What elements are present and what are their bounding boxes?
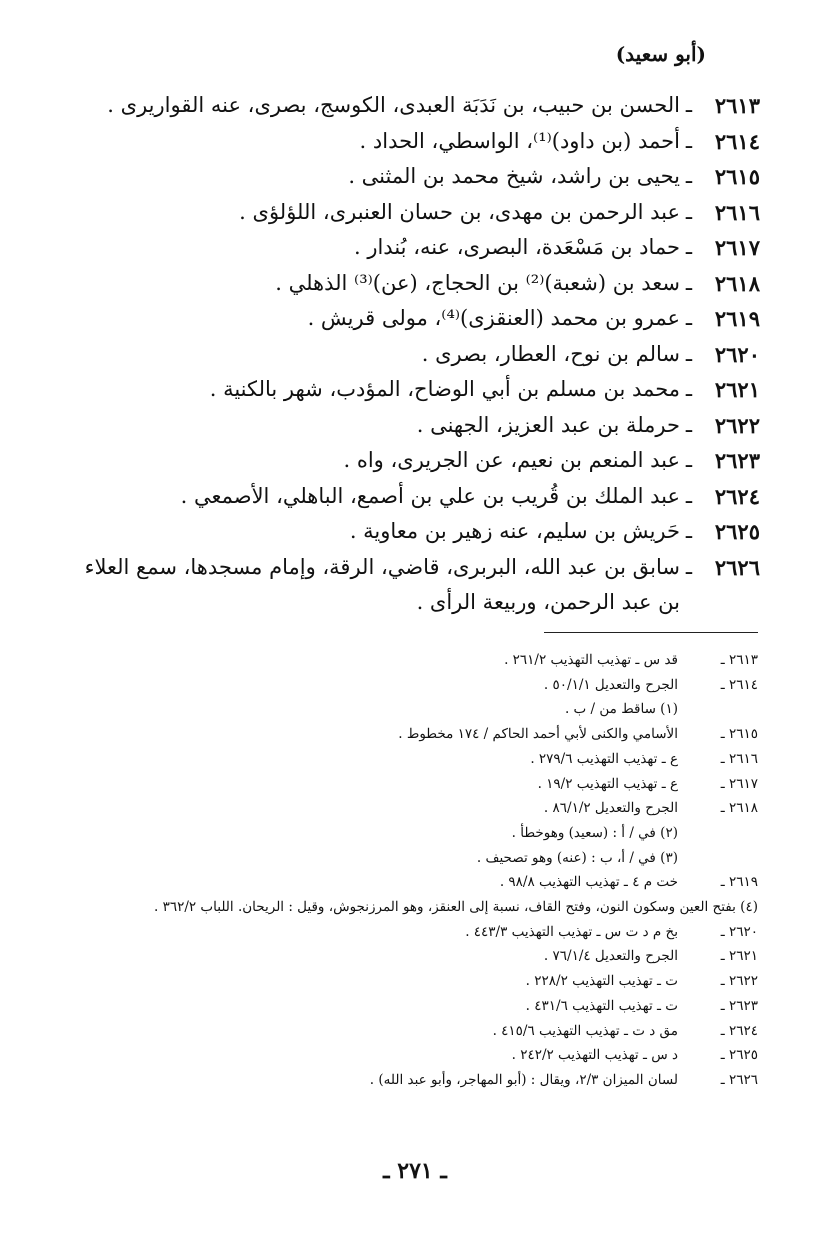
footnote-entry-number: ٢٦٢٣ ـ — [720, 997, 758, 1014]
entry-row — [60, 479, 760, 515]
entry-text: عبد المنعم بن نعيم، عن الجريرى، واه . — [343, 448, 680, 472]
entry-text: عبد الرحمن بن مهدى، بن حسان العنبرى، اللؤلؤى . — [239, 199, 680, 224]
footnote-text: لسان الميزان ٢/٣، ويقال : (أبو المهاجر، وأبو عبد الله) . — [369, 1071, 678, 1088]
entry-dash: ـ — [685, 554, 693, 579]
footnote-entry-number: ٢٦٢٦ ـ — [720, 1071, 758, 1088]
entry-text: أحمد (بن داود)⁽¹⁾، الواسطي، الحداد . — [359, 128, 680, 153]
footnote-row — [58, 796, 758, 821]
footnote-text: (٢) في / أ : (سعيد) وهوخطأ . — [511, 824, 678, 841]
footnote-text: ت ـ تهذيب التهذيب ٤٣١/٦ . — [525, 997, 678, 1014]
entry-text: حَريش بن سليم، عنه زهير بن معاوية . — [349, 519, 680, 543]
entry-dash: ـ — [685, 306, 693, 330]
footnote-text: خت م ٤ ـ تهذيب التهذيب ٩٨/٨ . — [499, 874, 678, 891]
entry-row — [60, 230, 760, 266]
footnote-row — [58, 1068, 758, 1093]
entries-list — [60, 88, 760, 621]
footnote-row — [58, 1043, 758, 1068]
footnote-row — [58, 821, 758, 846]
entry-number: ٢٦١٣ — [714, 93, 760, 118]
entry-row — [60, 88, 760, 124]
footnote-entry-number: ٢٦٢١ ـ — [720, 948, 758, 965]
entry-dash: ـ — [685, 164, 693, 188]
entry-row — [60, 159, 760, 195]
footnote-row — [58, 944, 758, 969]
entry-dash: ـ — [685, 377, 693, 401]
footnote-row — [58, 722, 758, 747]
entry-number: ٢٦٢٦ — [714, 554, 760, 580]
footnote-text: د س ـ تهذيب التهذيب ٢٤٢/٢ . — [511, 1047, 678, 1064]
entry-row — [60, 195, 760, 231]
footnote-row — [58, 870, 758, 895]
entry-text: سعد بن (شعبة)⁽²⁾ بن الحجاج، (عن)⁽³⁾ الذهلي . — [275, 270, 680, 295]
entry-dash: ـ — [685, 519, 693, 543]
entry-text: محمد بن مسلم بن أبي الوضاح، المؤدب، شهر بالكنية . — [209, 377, 680, 401]
entry-dash: ـ — [685, 270, 693, 295]
footnote-entry-number: ٢٦١٨ ـ — [720, 800, 758, 817]
footnote-text: الجرح والتعديل ٨٦/١/٢ . — [543, 800, 678, 817]
footnote-row — [58, 697, 758, 722]
footnote-entry-number: ٢٦٢٤ ـ — [720, 1022, 758, 1039]
footnote-row — [58, 994, 758, 1019]
entry-number: ٢٦٢١ — [714, 377, 760, 402]
footnote-row — [58, 1019, 758, 1044]
entry-text: عبد الملك بن قُريب بن علي بن أصمع، الباهلي، الأصمعي . — [180, 483, 680, 508]
running-head: (أبو سعيد) — [615, 42, 706, 66]
entry-number: ٢٦١٧ — [714, 235, 760, 260]
entry-text: حماد بن مَسْعَدة، البصرى، عنه، بُندار . — [353, 235, 680, 259]
entry-row — [60, 514, 760, 550]
entry-text: حرملة بن عبد العزيز، الجهنى . — [416, 412, 680, 437]
footnote-entry-number: ٢٦١٩ ـ — [720, 874, 758, 891]
entry-text: سابق بن عبد الله، البربرى، قاضي، الرقة، وإمام مسجدها، سمع العلاء بن عبد الرحمن، وربيعة الرأى . — [84, 554, 680, 614]
footnote-text: قد س ـ تهذيب التهذيب ٢٦١/٢ . — [504, 652, 678, 668]
entry-number: ٢٦١٥ — [714, 164, 760, 189]
footnote-row — [58, 920, 758, 945]
footnote-entry-number: ٢٦١٤ ـ — [720, 676, 758, 693]
entry-dash: ـ — [685, 199, 693, 224]
footnote-entry-number: ٢٦١٧ ـ — [720, 775, 758, 792]
entry-text: الحسن بن حبيب، بن نَدَبَة العبدى، الكوسج، بصرى، عنه القواريرى . — [107, 93, 680, 117]
entry-row — [60, 124, 760, 160]
entry-row — [60, 408, 760, 444]
footnote-row — [58, 747, 758, 772]
entry-row — [60, 266, 760, 302]
entry-number: ٢٦١٦ — [714, 199, 760, 225]
footnote-row — [58, 673, 758, 698]
entry-row — [60, 301, 760, 337]
entry-dash: ـ — [685, 341, 693, 366]
entry-number: ٢٦٢٣ — [714, 448, 760, 473]
footnote-text: (١) ساقط من / ب . — [564, 701, 678, 718]
entry-text: عمرو بن محمد (العنقزى)⁽⁴⁾، مولى قريش . — [307, 306, 680, 330]
entry-number: ٢٦٢٢ — [714, 412, 760, 438]
footnote-text: ع ـ تهذيب التهذيب ٢٧٩/٦ . — [530, 750, 678, 767]
footnote-row — [58, 772, 758, 797]
footnote-text: (٣) في / أ، ب : (عنه) وهو تصحيف . — [476, 849, 678, 866]
entry-row — [60, 443, 760, 479]
page-number: ـ ٢٧١ ـ — [383, 1158, 447, 1184]
entry-text: سالم بن نوح، العطار، بصرى . — [421, 341, 680, 366]
footnote-text: الجرح والتعديل ٧٦/١/٤ . — [543, 948, 678, 965]
entry-number: ٢٦٢٠ — [714, 341, 760, 367]
entry-dash: ـ — [685, 412, 693, 437]
entry-row — [60, 372, 760, 408]
footnote-text: بخ م د ت س ـ تهذيب التهذيب ٤٤٣/٣ . — [465, 923, 678, 940]
footnote-entry-number: ٢٦١٥ ـ — [720, 726, 758, 743]
entry-dash: ـ — [685, 128, 693, 153]
footnote-entry-number: ٢٦١٦ ـ — [720, 750, 758, 767]
footnote-text: (٤) بفتح العين وسكون النون، وفتح القاف، نسبة إلى العنقز، وهو المرزنجوش، وقيل : الريحان. اللباب ٣٦٢/٢ . — [153, 899, 758, 916]
footnote-entry-number: ٢٦٢٠ ـ — [720, 923, 758, 940]
footnote-separator — [544, 632, 758, 633]
entry-dash: ـ — [685, 235, 693, 259]
footnote-row — [58, 648, 758, 673]
entry-number: ٢٦١٩ — [714, 306, 760, 331]
entry-row — [60, 550, 760, 621]
entry-number: ٢٦١٤ — [714, 128, 760, 154]
footnote-text: الأسامي والكنى لأبي أحمد الحاكم / ١٧٤ مخطوط . — [398, 726, 678, 743]
footnote-entry-number: ٢٦١٣ ـ — [720, 652, 758, 668]
footnote-entry-number: ٢٦٢٢ ـ — [720, 973, 758, 990]
footnote-text: ت ـ تهذيب التهذيب ٢٢٨/٢ . — [525, 973, 678, 990]
entry-row — [60, 337, 760, 373]
entry-dash: ـ — [685, 448, 693, 472]
footnote-row — [58, 846, 758, 871]
entry-dash: ـ — [685, 93, 693, 117]
footnote-text: ع ـ تهذيب التهذيب ١٩/٢ . — [537, 775, 678, 792]
footnote-text: الجرح والتعديل ٥٠/١/١ . — [543, 676, 678, 693]
footnote-row — [58, 969, 758, 994]
entry-text: يحيى بن راشد، شيخ محمد بن المثنى . — [348, 164, 680, 188]
footnotes-list — [58, 648, 758, 1093]
entry-dash: ـ — [685, 483, 693, 508]
entry-number: ٢٦٢٥ — [714, 519, 760, 544]
footnote-row — [58, 895, 758, 920]
entry-number: ٢٦٢٤ — [714, 483, 760, 509]
footnote-text: مق د ت ـ تهذيب التهذيب ٤١٥/٦ . — [492, 1022, 678, 1039]
entry-number: ٢٦١٨ — [714, 270, 760, 296]
footnote-entry-number: ٢٦٢٥ ـ — [720, 1047, 758, 1064]
